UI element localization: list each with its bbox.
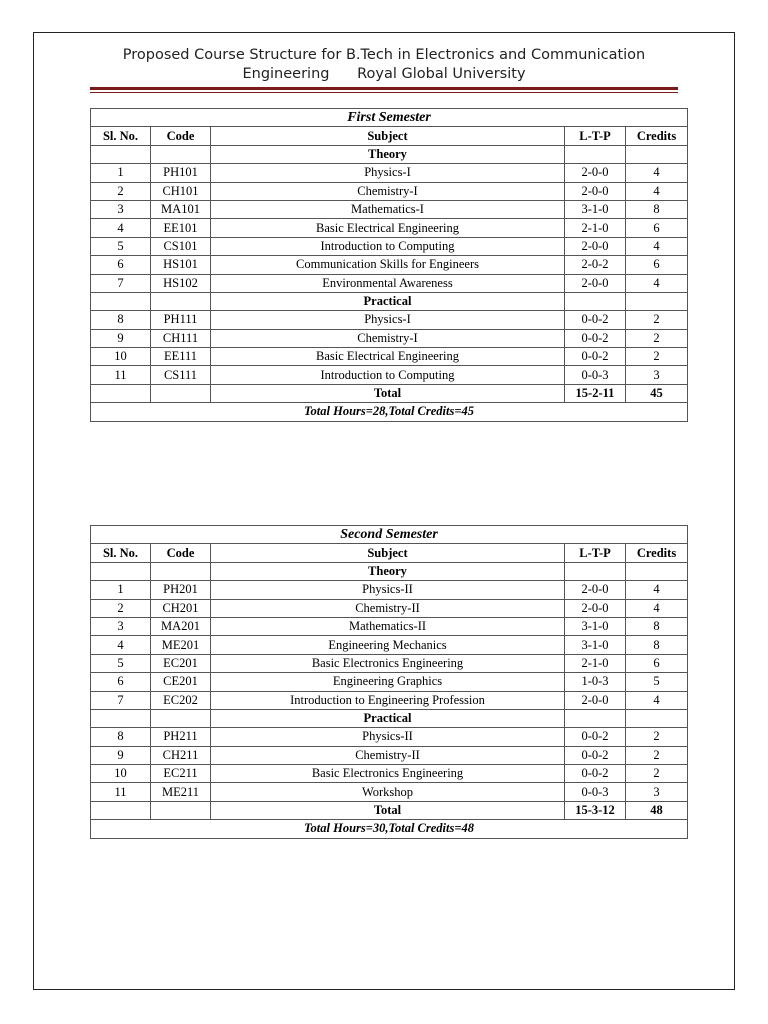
table-row	[91, 728, 688, 746]
table-row	[91, 617, 688, 635]
credits-cell: 6	[626, 256, 688, 274]
subject-cell: Basic Electronics Engineering	[211, 765, 565, 783]
total-row	[91, 384, 688, 402]
sl-no-cell: 6	[91, 673, 151, 691]
table-row	[91, 237, 688, 255]
empty-cell	[91, 292, 151, 310]
summary-row	[91, 403, 688, 421]
col-header-code: Code	[151, 127, 211, 145]
sl-no-cell: 1	[91, 581, 151, 599]
sl-no-cell: 3	[91, 617, 151, 635]
empty-cell	[151, 562, 211, 580]
total-ltp: 15-2-11	[565, 384, 626, 402]
ltp-cell: 2-0-0	[565, 237, 626, 255]
code-cell: CS111	[151, 366, 211, 384]
credits-cell: 8	[626, 636, 688, 654]
subject-cell: Mathematics-I	[211, 200, 565, 218]
sl-no-cell: 8	[91, 311, 151, 329]
sl-no-cell: 9	[91, 746, 151, 764]
subject-cell: Basic Electrical Engineering	[211, 348, 565, 366]
code-cell: EE111	[151, 348, 211, 366]
ltp-cell: 0-0-2	[565, 728, 626, 746]
empty-cell	[91, 709, 151, 727]
empty-cell	[91, 145, 151, 163]
code-cell: PH201	[151, 581, 211, 599]
ltp-cell: 2-0-2	[565, 256, 626, 274]
credits-cell: 4	[626, 599, 688, 617]
empty-cell	[626, 292, 688, 310]
ltp-cell: 0-0-3	[565, 783, 626, 801]
semester-title-row	[91, 526, 688, 544]
document-header	[33, 46, 735, 84]
code-cell: CH101	[151, 182, 211, 200]
sl-no-cell: 5	[91, 237, 151, 255]
sl-no-cell: 4	[91, 219, 151, 237]
first-semester-table	[90, 108, 688, 422]
col-header-sl-no: Sl. No.	[91, 127, 151, 145]
column-header-row	[91, 127, 688, 145]
ltp-cell: 0-0-3	[565, 366, 626, 384]
credits-cell: 4	[626, 237, 688, 255]
empty-cell	[91, 384, 151, 402]
subject-cell: Physics-II	[211, 581, 565, 599]
table-row	[91, 746, 688, 764]
code-cell: EC202	[151, 691, 211, 709]
semester-title: First Semester	[91, 109, 688, 127]
ltp-cell: 0-0-2	[565, 311, 626, 329]
total-label: Total	[211, 384, 565, 402]
practical-section-row	[91, 709, 688, 727]
sl-no-cell: 5	[91, 654, 151, 672]
ltp-cell: 3-1-0	[565, 617, 626, 635]
theory-label: Theory	[211, 145, 565, 163]
table-row	[91, 765, 688, 783]
table-row	[91, 691, 688, 709]
ltp-cell: 2-1-0	[565, 654, 626, 672]
credits-cell: 5	[626, 673, 688, 691]
empty-cell	[626, 145, 688, 163]
code-cell: CH111	[151, 329, 211, 347]
credits-cell: 2	[626, 329, 688, 347]
credits-cell: 6	[626, 654, 688, 672]
credits-cell: 2	[626, 728, 688, 746]
empty-cell	[565, 709, 626, 727]
sl-no-cell: 3	[91, 200, 151, 218]
sl-no-cell: 6	[91, 256, 151, 274]
code-cell: EC211	[151, 765, 211, 783]
table-row	[91, 636, 688, 654]
table-row	[91, 200, 688, 218]
ltp-cell: 2-0-0	[565, 581, 626, 599]
code-cell: HS102	[151, 274, 211, 292]
ltp-cell: 2-0-0	[565, 182, 626, 200]
credits-cell: 3	[626, 783, 688, 801]
subject-cell: Introduction to Computing	[211, 366, 565, 384]
credits-cell: 4	[626, 581, 688, 599]
ltp-cell: 2-0-0	[565, 164, 626, 182]
sl-no-cell: 11	[91, 783, 151, 801]
col-header-subject: Subject	[211, 127, 565, 145]
theory-section-row	[91, 562, 688, 580]
sl-no-cell: 2	[91, 182, 151, 200]
ltp-cell: 2-0-0	[565, 691, 626, 709]
empty-cell	[91, 562, 151, 580]
credits-cell: 2	[626, 348, 688, 366]
code-cell: PH111	[151, 311, 211, 329]
sl-no-cell: 7	[91, 691, 151, 709]
credits-cell: 6	[626, 219, 688, 237]
empty-cell	[565, 562, 626, 580]
empty-cell	[565, 292, 626, 310]
code-cell: MA201	[151, 617, 211, 635]
table-row	[91, 783, 688, 801]
credits-cell: 2	[626, 311, 688, 329]
header-rule-thick	[90, 87, 678, 90]
empty-cell	[151, 709, 211, 727]
code-cell: CE201	[151, 673, 211, 691]
credits-cell: 2	[626, 765, 688, 783]
col-header-ltp: L-T-P	[565, 544, 626, 562]
subject-cell: Engineering Mechanics	[211, 636, 565, 654]
credits-cell: 4	[626, 274, 688, 292]
code-cell: CH201	[151, 599, 211, 617]
table-row	[91, 366, 688, 384]
col-header-credits: Credits	[626, 544, 688, 562]
table-row	[91, 256, 688, 274]
subject-cell: Chemistry-I	[211, 329, 565, 347]
practical-label: Practical	[211, 292, 565, 310]
empty-cell	[91, 801, 151, 819]
subject-cell: Basic Electronics Engineering	[211, 654, 565, 672]
subject-cell: Chemistry-I	[211, 182, 565, 200]
subject-cell: Workshop	[211, 783, 565, 801]
code-cell: CS101	[151, 237, 211, 255]
subject-cell: Engineering Graphics	[211, 673, 565, 691]
sl-no-cell: 7	[91, 274, 151, 292]
header-rule-thin	[90, 92, 678, 93]
col-header-ltp: L-T-P	[565, 127, 626, 145]
empty-cell	[151, 292, 211, 310]
total-credits: 45	[626, 384, 688, 402]
code-cell: PH101	[151, 164, 211, 182]
sl-no-cell: 9	[91, 329, 151, 347]
ltp-cell: 2-0-0	[565, 599, 626, 617]
subject-cell: Mathematics-II	[211, 617, 565, 635]
empty-cell	[565, 145, 626, 163]
second-semester-table	[90, 525, 688, 839]
table-row	[91, 164, 688, 182]
subject-cell: Introduction to Computing	[211, 237, 565, 255]
credits-cell: 4	[626, 182, 688, 200]
theory-section-row	[91, 145, 688, 163]
code-cell: ME211	[151, 783, 211, 801]
empty-cell	[151, 145, 211, 163]
col-header-sl-no: Sl. No.	[91, 544, 151, 562]
subject-cell: Chemistry-II	[211, 599, 565, 617]
practical-section-row	[91, 292, 688, 310]
semester-summary: Total Hours=30,Total Credits=48	[91, 820, 688, 838]
subject-cell: Physics-I	[211, 311, 565, 329]
table-row	[91, 274, 688, 292]
sl-no-cell: 10	[91, 765, 151, 783]
col-header-code: Code	[151, 544, 211, 562]
header-line-1: Proposed Course Structure for B.Tech in Electronics and Communication	[122, 47, 646, 63]
ltp-cell: 0-0-2	[565, 765, 626, 783]
table-row	[91, 654, 688, 672]
table-row	[91, 599, 688, 617]
col-header-credits: Credits	[626, 127, 688, 145]
table-row	[91, 219, 688, 237]
col-header-subject: Subject	[211, 544, 565, 562]
ltp-cell: 0-0-2	[565, 746, 626, 764]
code-cell: EC201	[151, 654, 211, 672]
credits-cell: 4	[626, 164, 688, 182]
theory-label: Theory	[211, 562, 565, 580]
ltp-cell: 3-1-0	[565, 636, 626, 654]
credits-cell: 4	[626, 691, 688, 709]
ltp-cell: 0-0-2	[565, 348, 626, 366]
sl-no-cell: 4	[91, 636, 151, 654]
sl-no-cell: 10	[91, 348, 151, 366]
table-row	[91, 329, 688, 347]
code-cell: HS101	[151, 256, 211, 274]
subject-cell: Chemistry-II	[211, 746, 565, 764]
ltp-cell: 3-1-0	[565, 200, 626, 218]
sl-no-cell: 2	[91, 599, 151, 617]
subject-cell: Physics-I	[211, 164, 565, 182]
total-row	[91, 801, 688, 819]
total-ltp: 15-3-12	[565, 801, 626, 819]
credits-cell: 2	[626, 746, 688, 764]
semester-title: Second Semester	[91, 526, 688, 544]
code-cell: PH211	[151, 728, 211, 746]
table-row	[91, 348, 688, 366]
semester-title-row	[91, 109, 688, 127]
header-line-2: Engineering Royal Global University	[242, 66, 526, 82]
code-cell: ME201	[151, 636, 211, 654]
ltp-cell: 0-0-2	[565, 329, 626, 347]
summary-row	[91, 820, 688, 838]
column-header-row	[91, 544, 688, 562]
credits-cell: 8	[626, 617, 688, 635]
table-row	[91, 311, 688, 329]
total-credits: 48	[626, 801, 688, 819]
practical-label: Practical	[211, 709, 565, 727]
semester-summary: Total Hours=28,Total Credits=45	[91, 403, 688, 421]
table-row	[91, 673, 688, 691]
subject-cell: Introduction to Engineering Profession	[211, 691, 565, 709]
credits-cell: 8	[626, 200, 688, 218]
empty-cell	[151, 384, 211, 402]
table-row	[91, 581, 688, 599]
sl-no-cell: 11	[91, 366, 151, 384]
code-cell: CH211	[151, 746, 211, 764]
empty-cell	[626, 562, 688, 580]
subject-cell: Environmental Awareness	[211, 274, 565, 292]
empty-cell	[626, 709, 688, 727]
code-cell: EE101	[151, 219, 211, 237]
table-row	[91, 182, 688, 200]
ltp-cell: 2-1-0	[565, 219, 626, 237]
subject-cell: Physics-II	[211, 728, 565, 746]
ltp-cell: 1-0-3	[565, 673, 626, 691]
sl-no-cell: 8	[91, 728, 151, 746]
empty-cell	[151, 801, 211, 819]
total-label: Total	[211, 801, 565, 819]
ltp-cell: 2-0-0	[565, 274, 626, 292]
code-cell: MA101	[151, 200, 211, 218]
subject-cell: Basic Electrical Engineering	[211, 219, 565, 237]
credits-cell: 3	[626, 366, 688, 384]
sl-no-cell: 1	[91, 164, 151, 182]
subject-cell: Communication Skills for Engineers	[211, 256, 565, 274]
